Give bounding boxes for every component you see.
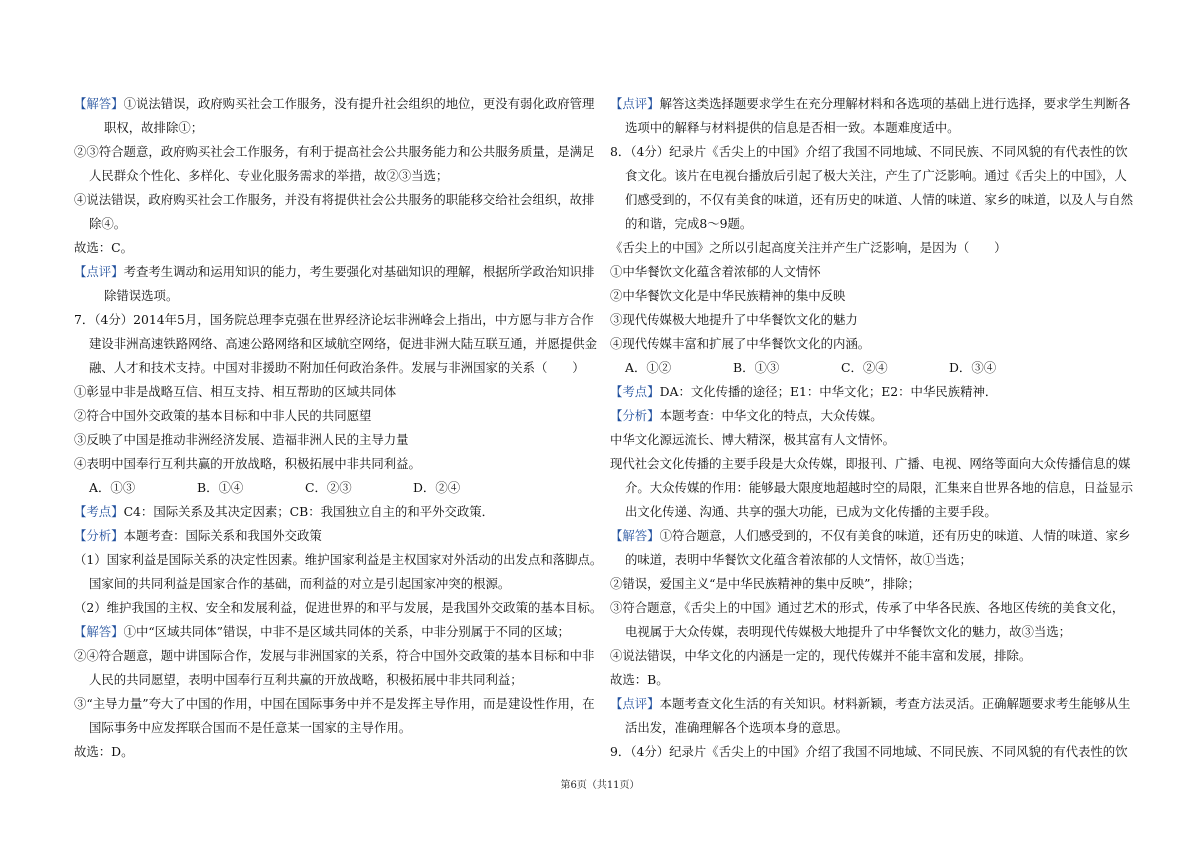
analysis-tag: 【分析】 [74,528,124,543]
q8-point: 【考点】DA：文化传播的途径；E1：中华文化；E2：中华民族精神． [610,384,998,399]
answer-tag: 【解答】 [74,624,124,639]
q7-option-b: B．①④ [197,480,244,495]
q6-comment-line: 【点评】考查考生调动和运用知识的能力，考生要强化对基础知识的理解，根据所学政治知识排 [74,264,595,279]
q6-answer-line: 除④。 [89,216,127,231]
q8-stem-line: 们感受到的，不仅有美食的味道，还有历史的味道、人情的味道、家乡的味道，以及人与自然 [625,192,1134,207]
q8-stem-line: 8．（4分）纪录片《舌尖上的中国》介绍了我国不同地域、不同民族、不同风貌的有代表性的饮 [610,144,1128,159]
q8-analysis-line: 中华文化源远流长、博大精深，极其富有人文情怀。 [610,432,895,447]
q7-stem-line: 建设非洲高速铁路网络、高速公路网络和区域航空网络，促进非洲大陆互联互通，并愿提供金 [89,336,598,351]
q8-statement: ②中华餐饮文化是中华民族精神的集中反映 [610,288,846,303]
q6-choice: 故选：C。 [74,240,134,255]
q7-option-c: C．②③ [305,480,352,495]
q7-answer-line: ②④符合题意，题中讲国际合作，发展与非洲国家的关系，符合中国外交政策的基本目标和中非 [74,648,595,663]
q7-comment-line: 【点评】解答这类选择题要求学生在充分理解材料和各选项的基础上进行选择，要求学生判断各 [610,96,1131,111]
q8-answer-line: 的味道，表明中华餐饮文化蕴含着浓郁的人文情怀，故①当选； [625,552,972,567]
q8-analysis-line: 现代社会文化传播的主要手段是大众传媒，即报刊、广播、电视、网络等面向大众传播信息的媒 [610,456,1131,471]
q8-answer-line: ③符合题意，《舌尖上的中国》通过艺术的形式，传承了中华各民族、各地区传统的美食文化， [610,600,1125,615]
q8-comment-line: 活出发，准确理解各个选项本身的意思。 [625,720,849,735]
q7-comment-line: 选项中的解释与材料提供的信息是否相一致。本题难度适中。 [625,120,960,135]
q7-point: 【考点】C4：国际关系及其决定因素；CB：我国独立自主的和平外交政策． [74,504,495,519]
q8-comment-line: 【点评】本题考查文化生活的有关知识。材料新颖，考查方法灵活。正确解题要求考生能够从生 [610,696,1131,711]
q8-option-a: A．①② [625,360,672,375]
q7-statement: ①彰显中非是战略互信、相互支持、相互帮助的区域共同体 [74,384,397,399]
q8-option-c: C．②④ [841,360,888,375]
q7-answer-line: ③“主导力量”夸大了中国的作用，中国在国际事务中并不是发挥主导作用，而是建设性作用，在 [74,696,595,711]
q7-answer-line: 【解答】①中“区域共同体”错误，中非不是区域共同体的关系，中非分别属于不同的区域； [74,624,570,639]
q7-statement: ③反映了中国是推动非洲经济发展、造福非洲人民的主导力量 [74,432,409,447]
q8-analysis: 【分析】本题考查：中华文化的特点，大众传媒。 [610,408,883,423]
q6-comment-line: 除错误选项。 [104,288,179,303]
q8-option-d: D．③④ [949,360,997,375]
q8-statement: ①中华餐饮文化蕴含着浓郁的人文情怀 [610,264,821,279]
q8-answer-line: 电视属于大众传媒，表明现代传媒极大地提升了中华餐饮文化的魅力，故③当选； [625,624,1072,639]
q7-stem-line: 7．（4分）2014年5月，国务院总理李克强在世界经济论坛非洲峰会上指出，中方愿与非方合作 [74,312,594,327]
page-footer: 第6页（共11页） [560,780,640,791]
q8-answer-line: ②错误，爱国主义“是中华民族精神的集中反映”，排除； [610,576,921,591]
analysis-tag: 【分析】 [610,408,660,423]
q7-answer-line: 人民的共同愿望，表明中国奉行互利共赢的开放战略，积极拓展中非共同利益； [89,672,523,687]
q7-option-a: A．①③ [89,480,136,495]
q6-answer-line: 【解答】①说法错误，政府购买社会工作服务，没有提升社会组织的地位，更没有弱化政府管理 [74,96,595,111]
q7-analysis-line: 国家间的共同利益是国家合作的基础，而利益的对立是引起国家冲突的根源。 [89,576,511,591]
answer-tag: 【解答】 [74,96,124,111]
q7-analysis: 【分析】本题考查：国际关系和我国外交政策 [74,528,322,543]
q8-statement: ④现代传媒丰富和扩展了中华餐饮文化的内涵。 [610,336,871,351]
q8-answer-line: ④说法错误，中华文化的内涵是一定的，现代传媒并不能丰富和发展，排除。 [610,648,1032,663]
q8-statement: ③现代传媒极大地提升了中华餐饮文化的魅力 [610,312,858,327]
q7-option-d: D．②④ [413,480,461,495]
q8-stem-line: 的和谐，完成8～9题。 [625,216,753,231]
q8-analysis-line: 介。大众传媒的作用：能够最大限度地超越时空的局限，汇集来自世界各地的信息，日益显示 [625,480,1134,495]
point-tag: 【考点】 [610,384,660,399]
q8-choice: 故选：B。 [610,672,669,687]
q7-stem-line: 融、人才和技术支持。中国对非援助不附加任何政治条件。发展与非洲国家的关系（ ） [89,360,585,375]
comment-tag: 【点评】 [610,696,660,711]
comment-tag: 【点评】 [74,264,124,279]
q6-answer-line: ②③符合题意，政府购买社会工作服务，有利于提高社会公共服务能力和公共服务质量，是满足 [74,144,595,159]
q7-options [74,476,594,500]
q7-choice: 故选：D。 [74,744,134,759]
q8-analysis-line: 出文化传递、沟通、共享的强大功能，已成为文化传播的主要手段。 [625,504,997,519]
q8-stem-line: 食文化。该片在电视台播放后引起了极大关注，产生了广泛影响。通过《舌尖上的中国》，人 [625,168,1127,183]
answer-tag: 【解答】 [610,528,660,543]
left-column [74,92,603,764]
q9-stem-line: 9．（4分）纪录片《舌尖上的中国》介绍了我国不同地域、不同民族、不同风貌的有代表性的饮 [610,744,1128,759]
q8-options [610,356,1130,380]
q6-answer-line: ④说法错误，政府购买社会工作服务，并没有将提供社会公共服务的职能移交给社会组织，故排 [74,192,595,207]
q7-statement: ②符合中国外交政策的基本目标和中非人民的共同愿望 [74,408,372,423]
q6-answer-line: 人民群众个性化、多样化、专业化服务需求的举措，故②③当选； [89,168,449,183]
q8-question: 《舌尖上的中国》之所以引起高度关注并产生广泛影响，是因为（ ） [610,240,1007,255]
q6-answer-line: 职权，故排除①； [104,120,204,135]
right-column [610,92,1134,764]
q7-analysis-line: （2）维护我国的主权、安全和发展利益，促进世界的和平与发展，是我国外交政策的基本目标。 [74,600,603,615]
q7-answer-line: 国际事务中应发挥联合国而不是任意某一国家的主导作用。 [89,720,412,735]
q7-analysis-line: （1）国家利益是国际关系的决定性因素。维护国家利益是主权国家对外活动的出发点和落脚点。 [74,552,603,567]
point-tag: 【考点】 [74,504,124,519]
q8-option-b: B．①③ [733,360,780,375]
q7-statement: ④表明中国奉行互利共赢的开放战略，积极拓展中非共同利益。 [74,456,421,471]
q8-answer-line: 【解答】①符合题意，人们感受到的，不仅有美食的味道，还有历史的味道、人情的味道、家乡 [610,528,1131,543]
comment-tag: 【点评】 [610,96,660,111]
